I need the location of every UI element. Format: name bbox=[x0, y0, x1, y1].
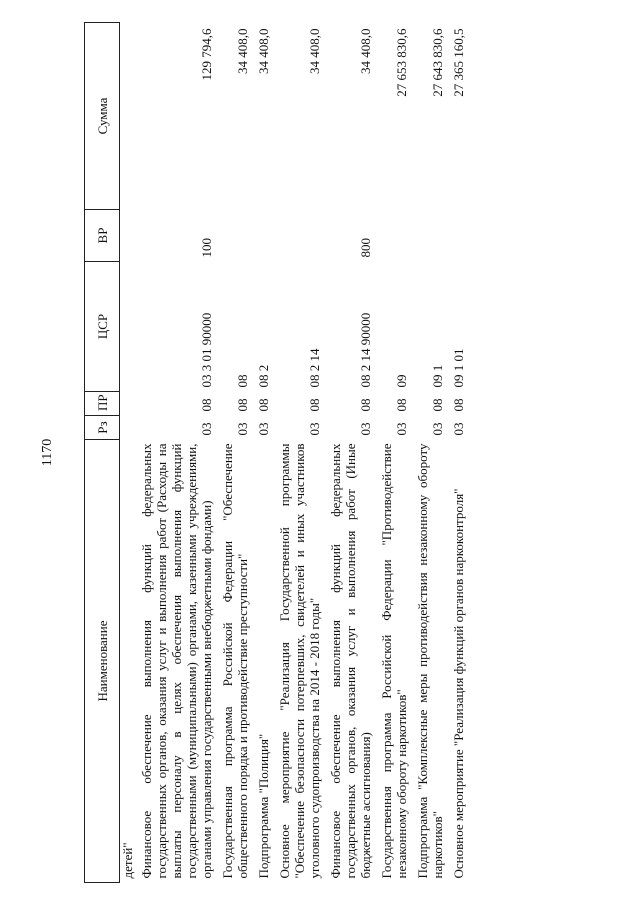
table-row bbox=[377, 23, 413, 883]
row-name: Государственная программа Российской Федерации "Обеспечение общественного порядка и противодействие преступности" bbox=[220, 443, 250, 879]
header-rz: Рз bbox=[85, 416, 120, 440]
page-number: 1170 bbox=[40, 438, 55, 467]
row-vr bbox=[377, 210, 413, 262]
header-name: Наименование bbox=[85, 440, 120, 883]
row-pr: 08 bbox=[199, 398, 214, 412]
row-pr: 08 bbox=[430, 398, 445, 412]
row-vr bbox=[218, 210, 254, 262]
header-vr: ВР bbox=[85, 210, 120, 262]
row-csr: 08 2 14 90000 bbox=[358, 312, 373, 388]
row-pr: 08 bbox=[256, 398, 271, 412]
row-pr: 08 bbox=[358, 398, 373, 412]
row-csr: 03 3 01 90000 bbox=[199, 312, 214, 388]
table-row bbox=[275, 23, 326, 883]
row-name: Основное мероприятие "Реализация функций органов наркоконтроля" bbox=[451, 488, 466, 879]
row-pr: 08 bbox=[394, 398, 409, 412]
row-sum: 27 365 160,5 bbox=[451, 28, 466, 97]
row-sum: 34 408,0 bbox=[256, 28, 271, 74]
row-vr: 100 bbox=[199, 238, 214, 258]
row-vr bbox=[254, 210, 275, 262]
table-row bbox=[254, 23, 275, 883]
table-row bbox=[218, 23, 254, 883]
row-csr: 08 2 14 bbox=[307, 348, 322, 388]
row-pr: 08 bbox=[307, 398, 322, 412]
row-csr: 08 2 bbox=[256, 364, 271, 388]
row-rz: 03 bbox=[430, 422, 445, 436]
row-sum: 34 408,0 bbox=[235, 28, 250, 74]
row-vr bbox=[275, 210, 326, 262]
row-pr: 08 bbox=[235, 398, 250, 412]
row-csr: 08 bbox=[235, 374, 250, 388]
header-pr: ПР bbox=[85, 392, 120, 416]
row-rz: 03 bbox=[199, 422, 214, 436]
table-header bbox=[85, 23, 120, 883]
row-vr bbox=[413, 210, 449, 262]
row-name: Финансовое обеспечение выполнения функций федеральных государственных органов, оказания услуг и выполнения работ (Расходы на выплаты персоналу в целях обеспечения выполнения функций государственными (муниципальными) органами, казенными учреждениями, органами управления государственными внебюджетными фондами) bbox=[139, 443, 214, 879]
table-row bbox=[449, 23, 470, 883]
row-name: Государственная программа Российской Федерации "Противодействие незаконному обороту наркотиков" bbox=[379, 443, 409, 879]
row-rz: 03 bbox=[358, 422, 373, 436]
table-row bbox=[413, 23, 449, 883]
table-row bbox=[326, 23, 377, 883]
row-rz: 03 bbox=[256, 422, 271, 436]
row-name: Подпрограмма "Комплексные меры противодействия незаконному обороту наркотиков" bbox=[415, 443, 445, 879]
budget-table bbox=[84, 22, 470, 883]
row-csr: 09 1 bbox=[430, 364, 445, 388]
row-sum: 27 643 830,6 bbox=[430, 28, 445, 97]
row-csr: 09 bbox=[394, 374, 409, 388]
row-pr: 08 bbox=[451, 398, 466, 412]
continuation-row bbox=[120, 23, 138, 883]
header-sum: Сумма bbox=[85, 23, 120, 210]
row-name: Финансовое обеспечение выполнения функций федеральных государственных органов, оказания услуг и выполнения работ (Иные бюджетные ассигнования) bbox=[328, 443, 373, 879]
row-sum: 34 408,0 bbox=[358, 28, 373, 74]
table-row bbox=[137, 23, 218, 883]
row-rz: 03 bbox=[235, 422, 250, 436]
continuation-text: детей" bbox=[120, 842, 135, 879]
row-vr: 800 bbox=[358, 238, 373, 258]
row-name: Подпрограмма "Полиция" bbox=[256, 733, 271, 879]
header-csr: ЦСР bbox=[85, 262, 120, 392]
row-csr: 09 1 01 bbox=[451, 348, 466, 388]
row-sum: 129 794,6 bbox=[199, 28, 214, 81]
row-sum: 34 408,0 bbox=[307, 28, 322, 74]
row-rz: 03 bbox=[394, 422, 409, 436]
row-rz: 03 bbox=[451, 422, 466, 436]
row-sum: 27 653 830,6 bbox=[394, 28, 409, 97]
row-vr bbox=[449, 210, 470, 262]
row-rz: 03 bbox=[307, 422, 322, 436]
row-name: Основное мероприятие "Реализация Государственной программы "Обеспечение безопасности потерпевших, свидетелей и иных участников уголовного судопроизводства на 2014 - 2018 годы" bbox=[277, 443, 322, 879]
